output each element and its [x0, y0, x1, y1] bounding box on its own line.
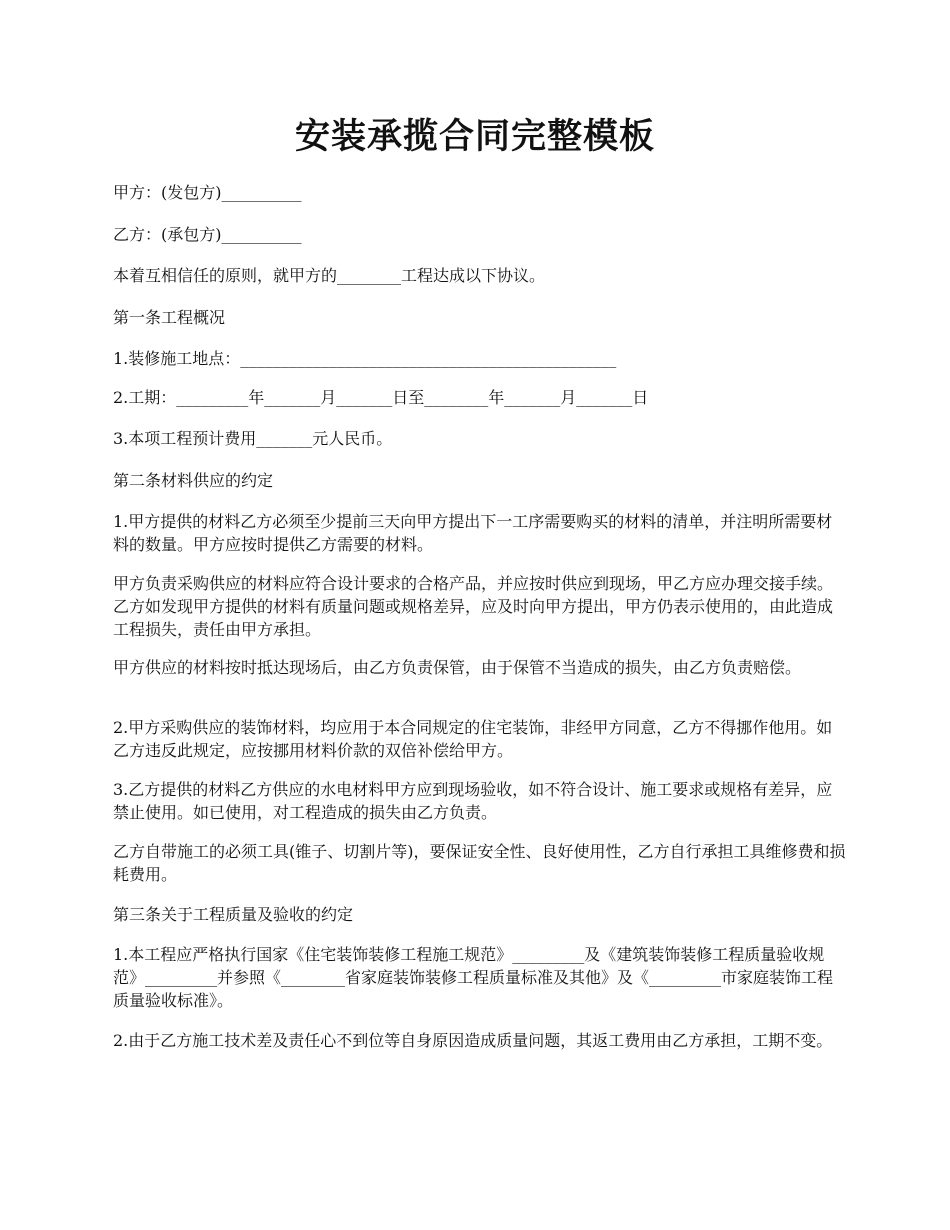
- clause-2-1-purchase: 甲方负责采购供应的材料应符合设计要求的合格产品，并应按时供应到现场，甲乙方应办理交接手续。乙方如发现甲方提供的材料有质量问题或规格差异，应及时向甲方提出，甲方仍表示使用的，由此造成工程损失，责任由甲方承担。: [113, 574, 834, 639]
- clause-2-1-storage: 甲方供应的材料按时抵达现场后，由乙方负责保管，由于保管不当造成的损失，由乙方负责赔偿。: [113, 658, 802, 677]
- section-heading-3: 第三条关于工程质量及验收的约定: [113, 905, 354, 924]
- section-heading-1: 第一条工程概况: [113, 308, 226, 327]
- clause-1-2: 2.工期：_________年_______月_______日至________年_______月_______日: [113, 388, 649, 407]
- party-b-line: 乙方：(承包方)__________: [113, 225, 302, 244]
- clause-2-1: 1.甲方提供的材料乙方必须至少提前三天向甲方提出下一工序需要购买的材料的清单，并注明所需要材料的数量。甲方应按时提供乙方需要的材料。: [113, 512, 833, 554]
- clause-1-3: 3.本项工程预计费用_______元人民币。: [113, 429, 393, 448]
- clause-3-1: 1.本工程应严格执行国家《住宅装饰装修工程施工规范》_________及《建筑装饰装修工程质量验收规范》_________并参照《________省家庭装饰装修工程质量标准及其他》及《_________市家庭装饰工程质量验收标准》。: [113, 945, 834, 1010]
- document-title: 安装承揽合同完整模板: [294, 116, 655, 157]
- party-a-line: 甲方：(发包方)__________: [113, 183, 302, 202]
- agreement-intro: 本着互相信任的原则，就甲方的________工程达成以下协议。: [113, 266, 546, 285]
- clause-2-3-tools: 乙方自带施工的必须工具(锥子、切割片等)，要保证安全性、良好使用性，乙方自行承担工具维修费和损耗费用。: [113, 842, 846, 884]
- clause-1-1: 1.装修施工地点：_______________________________________________: [113, 349, 617, 368]
- clause-2-2: 2.甲方采购供应的装饰材料，均应用于本合同规定的住宅装饰，非经甲方同意，乙方不得挪作他用。如乙方违反此规定，应按挪用材料价款的双倍补偿给甲方。: [113, 718, 833, 760]
- section-heading-2: 第二条材料供应的约定: [113, 471, 274, 490]
- clause-3-2: 2.由于乙方施工技术差及责任心不到位等自身原因造成质量问题，其返工费用由乙方承担，工期不变。: [113, 1031, 833, 1050]
- clause-2-3: 3.乙方提供的材料乙方供应的水电材料甲方应到现场验收，如不符合设计、施工要求或规格有差异，应禁止使用。如已使用，对工程造成的损失由乙方负责。: [113, 780, 833, 822]
